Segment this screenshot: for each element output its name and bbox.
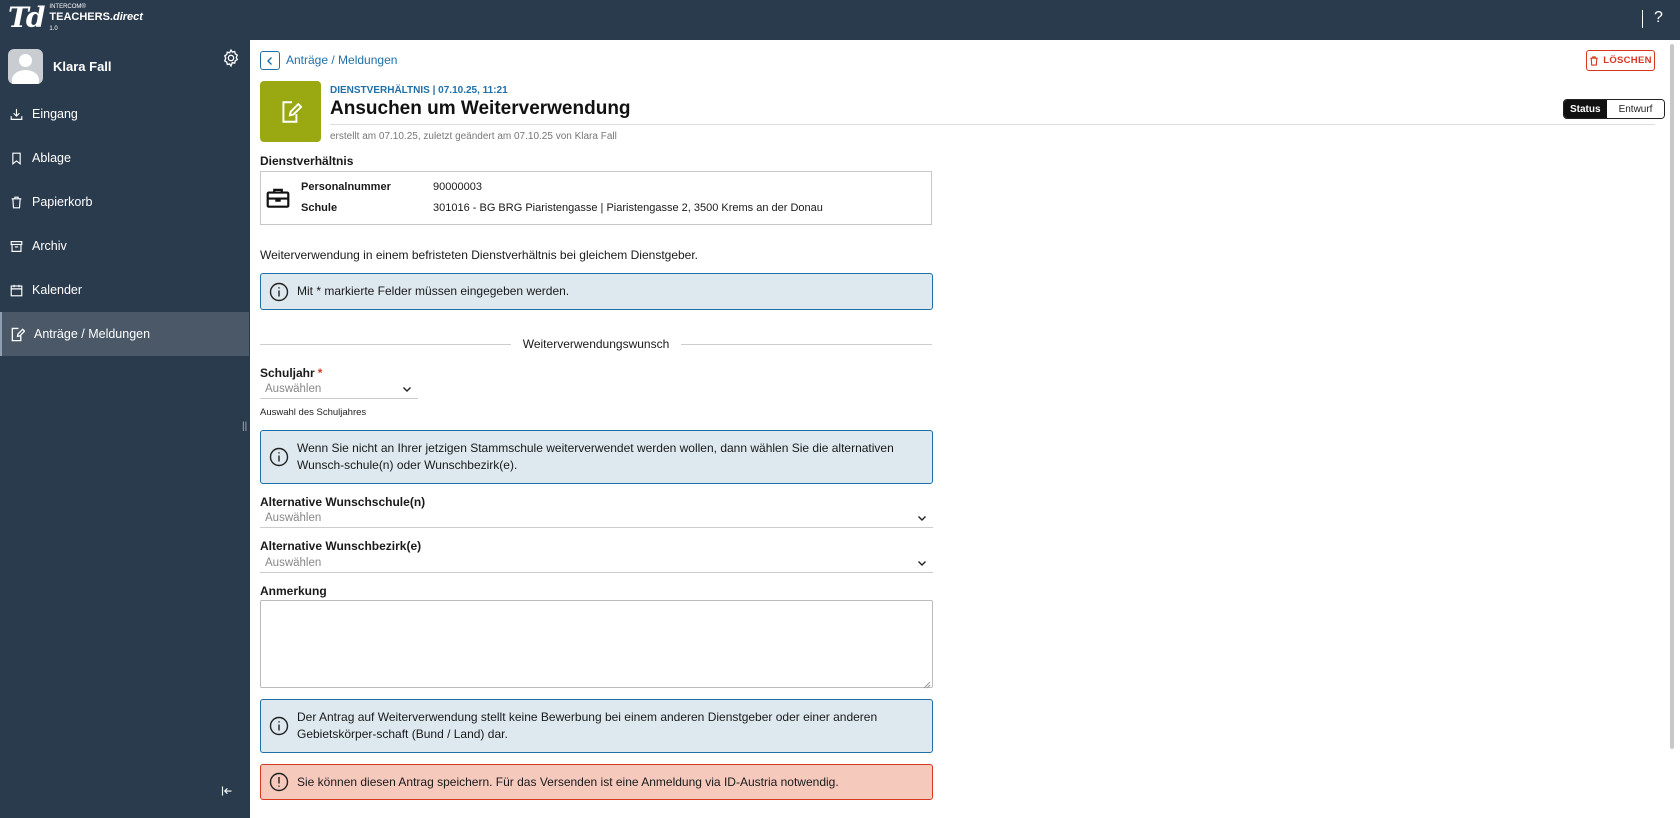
sidebar-item-antraege-meldungen[interactable]	[0, 312, 249, 356]
breadcrumb[interactable]: Anträge / Meldungen	[286, 53, 398, 67]
sidebar-item-eingang[interactable]	[0, 92, 249, 136]
sidebar	[0, 40, 249, 818]
warning-icon	[269, 772, 289, 792]
main-content	[250, 40, 1680, 818]
logo-brand-small: INTERCOM®	[49, 4, 86, 10]
app-logo[interactable]	[8, 1, 143, 34]
user-profile[interactable]	[8, 48, 241, 84]
trash-icon	[10, 196, 23, 209]
alternative-notice	[260, 430, 933, 484]
status-badge	[1563, 99, 1665, 119]
collapse-left-icon	[221, 785, 233, 797]
info-icon	[269, 447, 289, 467]
field-label-schuljahr	[260, 366, 322, 380]
sidebar-item-papierkorb[interactable]	[0, 180, 249, 224]
value-schule: 301016 - BG BRG Piaristengasse | Piaristengasse 2, 3500 Krems an der Donau	[433, 202, 823, 214]
settings-button[interactable]	[221, 48, 241, 71]
chevron-left-icon	[266, 56, 274, 66]
chevron-down-icon	[402, 384, 412, 394]
sidebar-item-label: Anträge / Meldungen	[34, 327, 151, 341]
chevron-down-icon	[917, 513, 927, 523]
sidebar-item-label: Eingang	[32, 107, 78, 121]
briefcase-icon	[265, 185, 291, 214]
trash-icon	[1589, 56, 1599, 66]
bookmark-icon	[10, 152, 23, 165]
edit-document-icon	[10, 327, 25, 342]
logo-product-name	[49, 12, 143, 23]
logo-product-italic: direct	[112, 11, 143, 23]
field-label-personalnummer: Personalnummer	[301, 181, 391, 193]
delete-button[interactable]	[1586, 50, 1655, 71]
sidebar-item-label: Ablage	[32, 151, 71, 165]
sidebar-item-ablage[interactable]	[0, 136, 249, 180]
textarea-resize-handle[interactable]	[923, 678, 931, 692]
sidebar-item-kalender[interactable]	[0, 268, 249, 312]
document-meta: erstellt am 07.10.25, zuletzt geändert am 07.10.25 von Klara Fall	[330, 131, 617, 142]
edit-document-icon	[278, 99, 304, 125]
page-title: Ansuchen um Weiterverwendung	[330, 98, 631, 119]
sidebar-item-label: Kalender	[32, 283, 83, 297]
application-notice-text: Der Antrag auf Weiterverwendung stellt keine Bewerbung bei einem anderen Dienstgeber oder einer anderen Gebietskörper-schaft (Bund / Land) dar.	[297, 710, 878, 741]
logo-product-main: TEACHERS.	[49, 11, 113, 23]
section-divider	[260, 338, 932, 350]
inbox-download-icon	[10, 108, 23, 121]
info-icon	[269, 282, 289, 302]
schuljahr-select[interactable]	[260, 380, 418, 399]
archive-icon	[10, 240, 23, 253]
field-label-schule: Schule	[301, 202, 338, 214]
header-divider	[330, 124, 1655, 125]
collapse-sidebar-button[interactable]	[221, 785, 233, 800]
intro-text: Weiterverwendung in einem befristeten Dienstverhältnis bei gleichem Dienstgeber.	[260, 248, 699, 262]
sidebar-item-archiv[interactable]	[0, 224, 249, 268]
alternative-notice-text: Wenn Sie nicht an Ihrer jetzigen Stammschule weiterverwendet werden wollen, dann wählen Sie die alternativen Wunsch-schule(n) oder Wunschbezirk(e).	[297, 441, 894, 472]
document-kicker: DIENSTVERHÄLTNIS | 07.10.25, 11:21	[330, 85, 508, 96]
calendar-icon	[10, 284, 23, 297]
info-icon	[269, 716, 289, 736]
top-bar	[0, 0, 1680, 40]
required-fields-notice-text: Mit * markierte Felder müssen eingegeben werden.	[297, 284, 570, 298]
wunschbezirk-placeholder: Auswählen	[265, 557, 322, 569]
schuljahr-hint: Auswahl des Schuljahres	[260, 407, 367, 418]
schuljahr-placeholder: Auswählen	[265, 383, 322, 395]
resize-grip-icon	[923, 681, 931, 689]
delete-button-label: LÖSCHEN	[1603, 55, 1652, 66]
sidebar-item-label: Archiv	[32, 239, 67, 253]
back-button[interactable]	[260, 51, 280, 70]
employment-card	[260, 171, 932, 225]
value-personalnummer: 90000003	[433, 181, 482, 193]
help-button[interactable]: ?	[1654, 9, 1663, 26]
warning-notice	[260, 764, 933, 800]
logo-version: 1.0	[49, 26, 58, 32]
field-label-anmerkung: Anmerkung	[260, 584, 327, 598]
anmerkung-textarea[interactable]	[260, 600, 933, 688]
sidebar-item-label: Papierkorb	[32, 195, 93, 209]
logo-mark: Td	[8, 1, 43, 34]
document-type-icon	[260, 81, 321, 142]
status-value: Entwurf	[1607, 100, 1665, 118]
required-marker: *	[317, 366, 323, 380]
gear-icon	[221, 48, 241, 68]
sidebar-resize-handle[interactable]: ||	[242, 421, 248, 432]
divider-label-wrap	[260, 337, 932, 351]
schuljahr-label-text: Schuljahr	[260, 366, 315, 380]
divider-label: Weiterverwendungswunsch	[511, 337, 682, 351]
section-title-dienstverhaeltnis: Dienstverhältnis	[260, 154, 354, 168]
user-name: Klara Fall	[53, 58, 112, 74]
warning-notice-text: Sie können diesen Antrag speichern. Für das Versenden ist eine Anmeldung via ID-Austria notwendig.	[297, 774, 839, 789]
wunschschule-placeholder: Auswählen	[265, 512, 322, 524]
avatar	[8, 49, 43, 84]
field-label-wunschschule: Alternative Wunschschule(n)	[260, 495, 426, 509]
wunschbezirk-select[interactable]	[260, 554, 933, 573]
logo-text	[49, 4, 143, 32]
required-fields-notice	[260, 273, 933, 310]
chevron-down-icon	[917, 558, 927, 568]
wunschschule-select[interactable]	[260, 509, 933, 528]
status-label: Status	[1564, 100, 1607, 118]
top-divider	[1642, 10, 1643, 28]
field-label-wunschbezirk: Alternative Wunschbezirk(e)	[260, 539, 422, 553]
scrollbar[interactable]	[1670, 44, 1674, 749]
application-notice	[260, 699, 933, 753]
